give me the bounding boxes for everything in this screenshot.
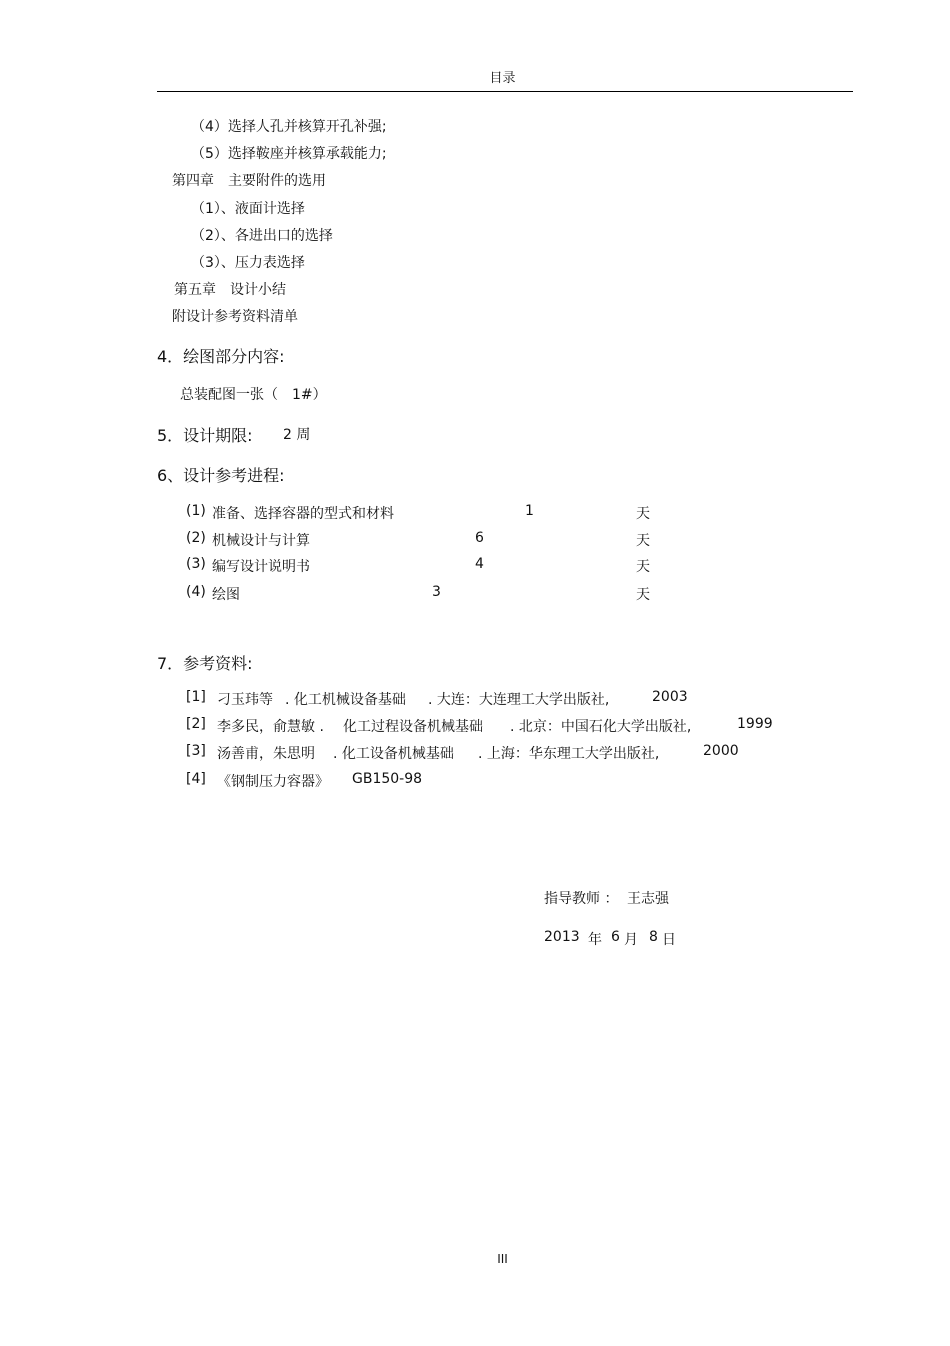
advisor-label: 指导教师 ： bbox=[544, 891, 619, 907]
advisor-name: 王志强 bbox=[627, 891, 669, 907]
reference-authors: 刁玉玮等 bbox=[217, 692, 273, 708]
reference-num: [3] bbox=[186, 743, 206, 759]
date-day: 8 bbox=[649, 929, 658, 945]
toc-item: （1）、液面计选择 bbox=[191, 201, 305, 217]
schedule-unit: 天 bbox=[636, 559, 650, 575]
schedule-days: 3 bbox=[432, 584, 441, 600]
date-year: 2013 bbox=[544, 929, 580, 945]
schedule-days: 6 bbox=[475, 530, 484, 546]
header-rule bbox=[157, 91, 853, 92]
schedule-task: 编写设计说明书 bbox=[212, 559, 310, 575]
date-month-unit: 月 bbox=[624, 932, 638, 948]
section7-heading: 7．参考资料: bbox=[157, 654, 253, 673]
schedule-days: 1 bbox=[525, 503, 534, 519]
section6-heading: 6、设计参考进程: bbox=[157, 466, 285, 485]
toc-item: （4）选择人孔并核算开孔补强; bbox=[191, 119, 387, 135]
reference-num: [2] bbox=[186, 716, 206, 732]
reference-title: 化工过程设备机械基础 bbox=[343, 719, 483, 735]
toc-item: 附设计参考资料清单 bbox=[172, 309, 298, 325]
section4-body: 总装配图一张（ 1#） bbox=[180, 387, 327, 403]
reference-authors: 《钢制压力容器》 bbox=[217, 774, 329, 790]
page-header-title: 目录 bbox=[489, 71, 516, 86]
reference-publisher: . 上海：华东理工大学出版社, bbox=[478, 746, 660, 762]
schedule-num: (1) bbox=[186, 503, 206, 519]
reference-publisher: . 北京：中国石化大学出版社, bbox=[510, 719, 692, 735]
date-month: 6 bbox=[611, 929, 620, 945]
section4-heading: 4．绘图部分内容: bbox=[157, 347, 285, 366]
toc-item: 第四章 主要附件的选用 bbox=[172, 173, 326, 189]
schedule-task: 机械设计与计算 bbox=[212, 533, 310, 549]
schedule-unit: 天 bbox=[636, 587, 650, 603]
schedule-unit: 天 bbox=[636, 533, 650, 549]
reference-title: GB150-98 bbox=[352, 771, 423, 787]
date-day-unit: 日 bbox=[662, 932, 676, 948]
section5-value: 2 周 bbox=[283, 427, 311, 443]
reference-num: [1] bbox=[186, 689, 206, 705]
toc-item: 第五章 设计小结 bbox=[174, 282, 286, 298]
reference-authors: 汤善甫，朱思明 bbox=[217, 746, 315, 762]
page-number: III bbox=[497, 1252, 508, 1266]
reference-title: . 化工机械设备基础 bbox=[285, 692, 406, 708]
toc-item: （5）选择鞍座并核算承载能力; bbox=[191, 146, 387, 162]
toc-item: （3）、压力表选择 bbox=[191, 255, 305, 271]
schedule-task: 准备、选择容器的型式和材料 bbox=[212, 506, 394, 522]
reference-year: 2000 bbox=[703, 743, 739, 759]
reference-year: 1999 bbox=[737, 716, 773, 732]
schedule-num: (2) bbox=[186, 530, 206, 546]
section5-heading: 5．设计期限: bbox=[157, 426, 253, 445]
reference-num: [4] bbox=[186, 771, 206, 787]
reference-authors: 李多民，俞慧敏 . bbox=[217, 719, 324, 735]
schedule-task: 绘图 bbox=[212, 587, 240, 603]
reference-publisher: . 大连：大连理工大学出版社, bbox=[428, 692, 610, 708]
schedule-days: 4 bbox=[475, 556, 484, 572]
schedule-num: (4) bbox=[186, 584, 206, 600]
schedule-unit: 天 bbox=[636, 506, 650, 522]
date-year-unit: 年 bbox=[588, 932, 602, 948]
reference-title: . 化工设备机械基础 bbox=[333, 746, 454, 762]
schedule-num: (3) bbox=[186, 556, 206, 572]
toc-item: （2）、各进出口的选择 bbox=[191, 228, 333, 244]
reference-year: 2003 bbox=[652, 689, 688, 705]
